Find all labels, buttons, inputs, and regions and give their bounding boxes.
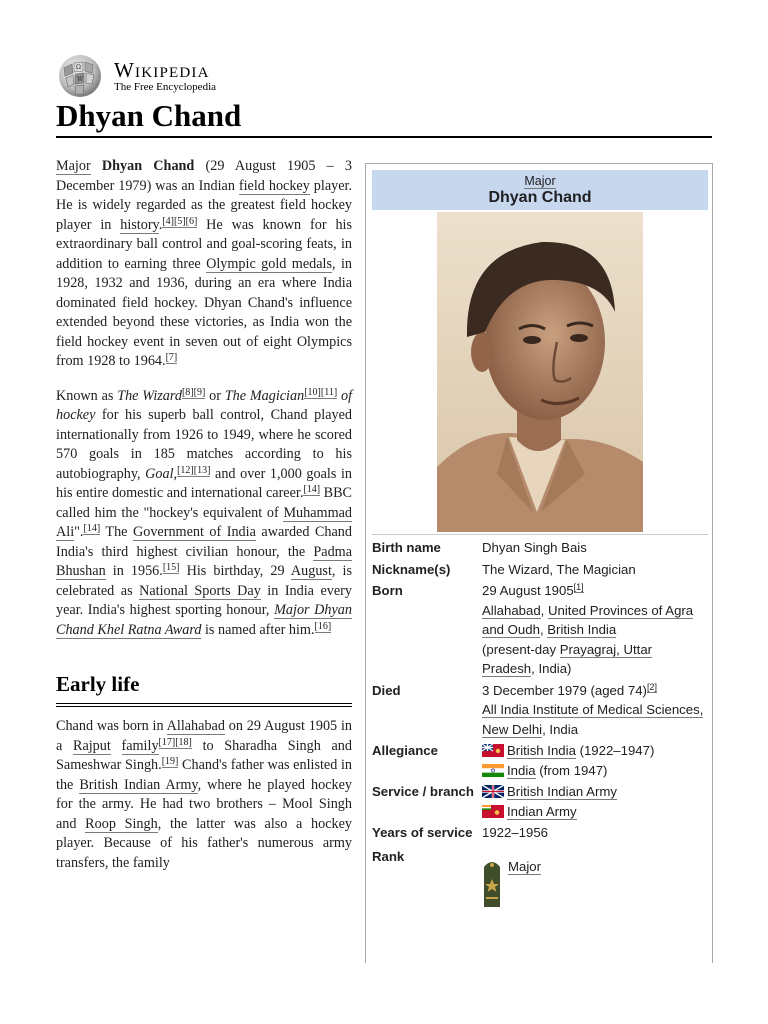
link-british-indian-army[interactable]: British Indian Army <box>79 776 198 793</box>
text: BBC called him the "hockey's equivalent of <box>56 485 353 521</box>
text: ". <box>74 524 84 540</box>
citation-link[interactable]: [7] <box>165 352 178 363</box>
infobox-rows <box>372 536 708 907</box>
citation[interactable] <box>166 352 178 364</box>
early-life-paragraph <box>56 717 352 873</box>
citation[interactable] <box>304 387 337 399</box>
indian-army-flag-icon <box>482 805 504 818</box>
citation-link[interactable]: [11] <box>320 386 338 398</box>
british-india-flag-icon <box>482 744 504 757</box>
award-name[interactable]: Major Dhyan Chand Khel Ratna Award <box>56 602 352 638</box>
text: Known as <box>56 387 118 404</box>
link-muhammad-ali[interactable]: Muhammad Ali <box>56 504 352 540</box>
citation-link[interactable]: [10] <box>304 386 321 398</box>
text: and over 1,000 goals in his entire domestic and international career. <box>56 465 352 501</box>
citation-link[interactable]: [14] <box>83 523 101 534</box>
text: His birthday, 29 <box>179 563 291 579</box>
citation[interactable] <box>83 523 100 535</box>
infobox-row-birth-name <box>372 538 708 558</box>
text: of hockey <box>56 387 353 423</box>
citation[interactable] <box>315 621 332 633</box>
link-field-hockey[interactable]: field hockey <box>238 177 310 194</box>
wikipedia-globe-icon <box>56 54 104 98</box>
link-olympic-gold-medals[interactable]: Olympic gold medals <box>206 255 332 272</box>
text: or <box>205 387 225 404</box>
intro-paragraph-1 <box>56 157 352 372</box>
svg-text:Ω: Ω <box>76 64 81 71</box>
row-value <box>482 847 708 907</box>
citation[interactable] <box>303 484 320 496</box>
section-heading-early-life: Early life <box>56 671 352 707</box>
text: , <box>539 622 548 637</box>
citation-link[interactable]: [19] <box>161 756 179 767</box>
link-roop-singh[interactable]: Roop Singh <box>85 815 158 832</box>
citation-link[interactable]: [6] <box>185 215 198 227</box>
text: for his superb ball control, Chand played internationally from 1926 to 1949, where he scored 570 goals in 185 matches according to his autobiography, <box>56 407 352 482</box>
text: awarded Chand India's third highest civilian honour, the <box>56 524 352 560</box>
link-history[interactable]: history <box>120 216 159 233</box>
row-label: Died <box>372 682 401 698</box>
subject-name: Dhyan Chand <box>101 158 195 174</box>
citation-link[interactable]: [2] <box>646 681 657 692</box>
citation-link[interactable]: [18] <box>175 736 192 748</box>
text: , India <box>542 721 579 737</box>
citation[interactable] <box>159 737 192 749</box>
text: The <box>100 524 133 540</box>
citation[interactable] <box>162 756 179 768</box>
text: on 29 August 1905 in a <box>56 718 352 754</box>
infobox-row-nicknames <box>372 560 708 580</box>
text <box>111 738 122 754</box>
row-label: Service / branch <box>372 784 474 799</box>
india-flag-icon <box>482 764 504 777</box>
citation-link[interactable]: [16] <box>314 620 332 632</box>
text: , is celebrated as <box>56 563 352 599</box>
text: (1922–1947) <box>575 743 655 758</box>
row-label: Birth name <box>372 540 441 555</box>
citation-link[interactable]: [13] <box>193 464 211 476</box>
link-united-provinces[interactable]: United Provinces of Agra and Oudh <box>482 602 694 637</box>
birth-date: 29 August 1905 <box>482 583 574 598</box>
citation-link[interactable]: [15] <box>162 562 180 573</box>
link-british-india[interactable]: British India <box>547 622 617 637</box>
text: , the latter was also a hockey player. Because of his father's numerous army transfers, the family <box>56 815 352 871</box>
text: in 1956. <box>105 563 163 579</box>
british-indian-army-flag-icon <box>482 785 504 798</box>
row-label: Years of service <box>372 825 473 840</box>
citation[interactable] <box>177 465 210 477</box>
citation-link[interactable]: [12] <box>177 464 194 476</box>
text: , in 1928, 1932 and 1936, during an era where India dominated field hockey. Dhyan Chand's influence extended beyond these victories, as India won the field hockey event in seven out of eight Olympics from 1928 to 1964. <box>56 255 352 369</box>
infobox-row-allegiance <box>372 741 708 780</box>
infobox <box>365 163 713 963</box>
infobox-row-years <box>372 823 708 843</box>
text: (present-day <box>482 641 560 657</box>
infobox-row-service <box>372 782 708 821</box>
infobox-row-born <box>372 581 708 679</box>
row-label: Rank <box>372 848 405 864</box>
link-british-india[interactable]: British India <box>507 743 576 758</box>
citation-link[interactable]: [17] <box>158 736 176 748</box>
link-indian-army[interactable]: Indian Army <box>507 803 577 819</box>
citation-link[interactable]: [4] <box>162 215 174 227</box>
citation-link[interactable]: [1] <box>573 582 584 592</box>
citation-link[interactable]: [8] <box>181 386 194 398</box>
link-family[interactable]: family <box>121 737 159 754</box>
link-major[interactable]: Major <box>508 858 541 874</box>
row-value <box>482 681 708 740</box>
row-value <box>482 782 708 821</box>
text: to Sharadha Singh and Sameshwar Singh. <box>56 737 352 773</box>
book-title: Goal <box>145 465 174 482</box>
article-body <box>56 157 352 888</box>
citation[interactable] <box>163 562 180 574</box>
text: , India) <box>531 661 572 676</box>
death-date: 3 December 1979 (aged 74) <box>482 682 647 698</box>
infobox-row-died <box>372 681 708 740</box>
page-title: Dhyan Chand <box>56 98 242 133</box>
link-major[interactable]: Major <box>56 158 91 174</box>
link-allahabad[interactable]: Allahabad <box>482 602 541 618</box>
link-india[interactable]: India <box>507 762 536 778</box>
infobox-rank-link[interactable]: Major <box>524 174 556 188</box>
citation[interactable] <box>182 387 205 399</box>
text: . <box>158 216 163 233</box>
text: , <box>540 602 548 618</box>
text: (from 1947) <box>535 762 608 778</box>
citation[interactable] <box>162 216 197 228</box>
row-value: 1922–1956 <box>482 825 549 840</box>
infobox-name: Dhyan Chand <box>488 189 592 206</box>
text: , <box>173 465 178 482</box>
link-august[interactable]: August <box>290 563 332 579</box>
text: Chand was born in <box>56 718 167 734</box>
intro-paragraph-2 <box>56 387 352 641</box>
row-label: Nickname(s) <box>372 561 451 577</box>
citation-link[interactable]: [9] <box>193 386 206 398</box>
text: player. He is widely regarded as the greatest field hockey player in <box>56 177 352 233</box>
major-rank-insignia-icon <box>482 859 502 907</box>
link-prayagraj[interactable]: Prayagraj, Uttar Pradesh <box>482 641 653 676</box>
svg-text:W: W <box>77 76 84 83</box>
text: He was known for his extraordinary ball control and goal-scoring feats, in addition to earning three <box>56 216 352 272</box>
link-rajput[interactable]: Rajput <box>72 737 111 754</box>
wikipedia-logo[interactable] <box>56 54 256 98</box>
site-tagline: The Free Encyclopedia <box>114 80 217 93</box>
text: (29 August 1905 – 3 December 1979) was an Indian <box>56 158 353 194</box>
link-aiims[interactable]: All India Institute of Medical Sciences, New Delhi <box>482 702 704 737</box>
title-divider <box>56 136 712 138</box>
row-value: Dhyan Singh Bais <box>482 540 587 555</box>
link-british-indian-army[interactable]: British Indian Army <box>507 784 617 799</box>
link-government-of-india[interactable]: Government of India <box>132 524 256 540</box>
row-label: Allegiance <box>372 743 438 758</box>
infobox-row-rank <box>372 847 708 907</box>
link-national-sports-day[interactable]: National Sports Day <box>139 582 261 599</box>
nickname-magician: The Magician <box>224 387 305 404</box>
link-padma-bhushan[interactable]: Padma Bhushan <box>56 543 352 579</box>
citation-link[interactable]: [5] <box>173 215 186 227</box>
citation-link[interactable]: [14] <box>303 484 321 495</box>
text: is named after him. <box>201 621 315 638</box>
text: , where he played hockey for the army. He had two brothers – Mool Singh and <box>56 776 352 832</box>
portrait-photo[interactable] <box>437 212 643 532</box>
row-value <box>482 581 708 679</box>
infobox-header <box>372 170 708 210</box>
link-allahabad[interactable]: Allahabad <box>166 718 225 734</box>
text: in India every year. India's highest sporting honour, <box>56 582 352 618</box>
row-value: The Wizard, The Magician <box>482 561 636 577</box>
row-label: Born <box>372 583 403 598</box>
row-value <box>482 741 708 780</box>
infobox-divider <box>372 534 708 535</box>
nickname-wizard: The Wizard <box>117 387 182 404</box>
text: Chand's father was enlisted in the <box>56 757 352 793</box>
site-name: Wikipedia <box>114 57 210 82</box>
